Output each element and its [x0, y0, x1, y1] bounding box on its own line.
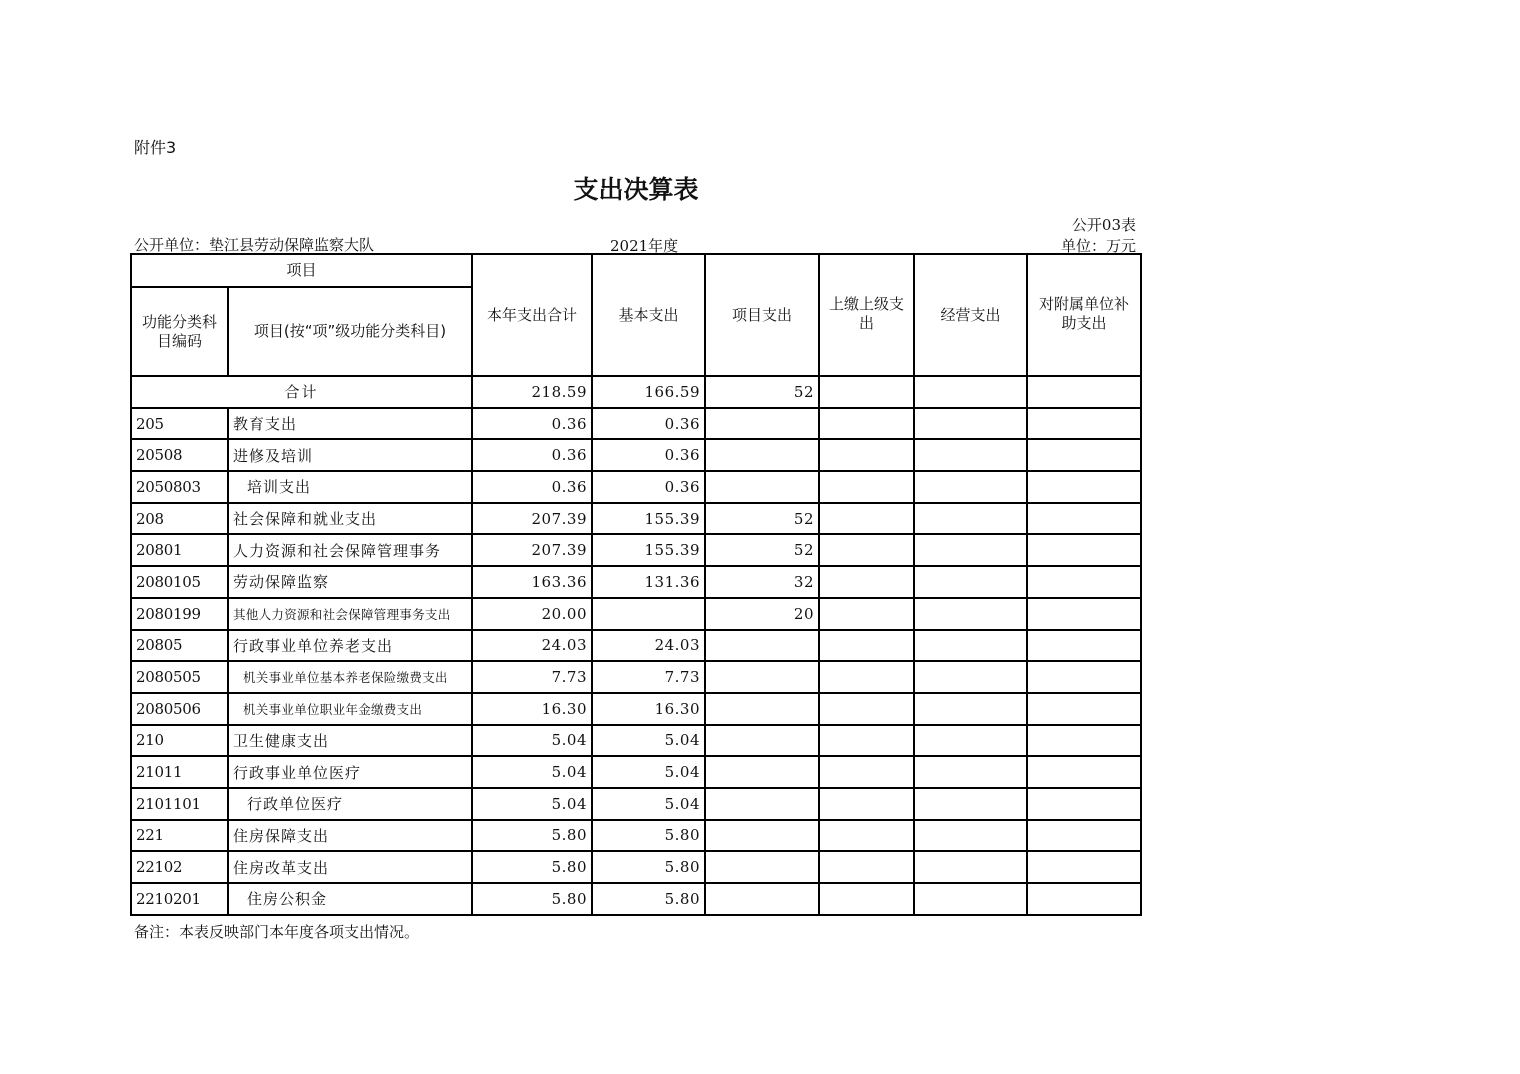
- row-project: [705, 471, 819, 503]
- table-row: [131, 883, 1141, 915]
- row-code: 2080105: [131, 566, 228, 598]
- row-code: 2210201: [131, 883, 228, 915]
- row-code: 221: [131, 820, 228, 852]
- row-project: [705, 439, 819, 471]
- row-code: 205: [131, 408, 228, 440]
- row-subsidy: [1027, 408, 1141, 440]
- row-upper: [819, 661, 914, 693]
- row-project: 52: [705, 503, 819, 535]
- row-business: [914, 566, 1027, 598]
- row-basic: 155.39: [592, 503, 705, 535]
- table-row: [131, 471, 1141, 503]
- row-business: [914, 408, 1027, 440]
- row-code: 22102: [131, 851, 228, 883]
- row-project: [705, 693, 819, 725]
- row-name: 卫生健康支出: [228, 725, 472, 757]
- row-name: 社会保障和就业支出: [228, 503, 472, 535]
- row-subsidy: [1027, 661, 1141, 693]
- row-business: [914, 439, 1027, 471]
- row-upper: [819, 471, 914, 503]
- row-name: 住房改革支出: [228, 851, 472, 883]
- row-basic: 0.36: [592, 408, 705, 440]
- row-total: 24.03: [472, 630, 592, 662]
- table-row: [131, 693, 1141, 725]
- row-subsidy: [1027, 851, 1141, 883]
- row-name: 进修及培训: [228, 439, 472, 471]
- row-total: 207.39: [472, 534, 592, 566]
- row-name: 教育支出: [228, 408, 472, 440]
- row-subsidy: [1027, 693, 1141, 725]
- disclosure-unit: 公开单位：垫江县劳动保障监察大队: [134, 236, 375, 254]
- row-upper: [819, 788, 914, 820]
- total-project: 52: [705, 376, 819, 408]
- table-row: [131, 534, 1141, 566]
- row-name: 住房保障支出: [228, 820, 472, 852]
- row-upper: [819, 598, 914, 630]
- header-upper-payment: 上缴上级支出: [819, 254, 914, 376]
- row-name: 机关事业单位基本养老保险缴费支出: [228, 661, 472, 693]
- attachment-label: 附件3: [134, 138, 177, 157]
- total-subsidy: [1027, 376, 1141, 408]
- row-name: 其他人力资源和社会保障管理事务支出: [228, 598, 472, 630]
- row-code: 2080199: [131, 598, 228, 630]
- table-row: [131, 788, 1141, 820]
- row-upper: [819, 756, 914, 788]
- table-row: [131, 630, 1141, 662]
- row-project: [705, 851, 819, 883]
- row-code: 2101101: [131, 788, 228, 820]
- row-upper: [819, 820, 914, 852]
- row-business: [914, 471, 1027, 503]
- row-basic: 155.39: [592, 534, 705, 566]
- table-row: [131, 503, 1141, 535]
- row-project: [705, 630, 819, 662]
- header-item: 项目(按“项”级功能分类科目): [228, 287, 472, 376]
- row-subsidy: [1027, 788, 1141, 820]
- row-name: 人力资源和社会保障管理事务: [228, 534, 472, 566]
- row-total: 7.73: [472, 661, 592, 693]
- table-row: [131, 820, 1141, 852]
- row-business: [914, 788, 1027, 820]
- row-business: [914, 598, 1027, 630]
- table-row: [131, 598, 1141, 630]
- table-row: [131, 408, 1141, 440]
- row-upper: [819, 439, 914, 471]
- row-code: 20805: [131, 630, 228, 662]
- total-amount: 218.59: [472, 376, 592, 408]
- row-subsidy: [1027, 534, 1141, 566]
- table-row: [131, 661, 1141, 693]
- row-business: [914, 534, 1027, 566]
- row-total: 163.36: [472, 566, 592, 598]
- row-upper: [819, 566, 914, 598]
- row-basic: 131.36: [592, 566, 705, 598]
- row-basic: 5.04: [592, 725, 705, 757]
- total-upper: [819, 376, 914, 408]
- row-subsidy: [1027, 756, 1141, 788]
- row-subsidy: [1027, 598, 1141, 630]
- row-project: [705, 408, 819, 440]
- row-subsidy: [1027, 566, 1141, 598]
- row-basic: 5.04: [592, 788, 705, 820]
- header-project: 项目: [131, 254, 472, 287]
- row-name: 行政事业单位医疗: [228, 756, 472, 788]
- row-total: 0.36: [472, 439, 592, 471]
- total-business: [914, 376, 1027, 408]
- row-business: [914, 503, 1027, 535]
- row-code: 2080505: [131, 661, 228, 693]
- row-code: 210: [131, 725, 228, 757]
- row-code: 20801: [131, 534, 228, 566]
- form-number: 公开03表: [1071, 216, 1136, 234]
- header-project-expenditure: 项目支出: [705, 254, 819, 376]
- row-business: [914, 756, 1027, 788]
- row-name: 住房公积金: [228, 883, 472, 915]
- row-project: [705, 883, 819, 915]
- row-project: [705, 788, 819, 820]
- amount-unit: 单位：万元: [1060, 237, 1136, 255]
- row-project: 20: [705, 598, 819, 630]
- row-basic: [592, 598, 705, 630]
- row-business: [914, 820, 1027, 852]
- row-business: [914, 661, 1027, 693]
- row-project: [705, 661, 819, 693]
- header-basic: 基本支出: [592, 254, 705, 376]
- table-row: [131, 756, 1141, 788]
- table-row: [131, 439, 1141, 471]
- row-project: [705, 756, 819, 788]
- row-total: 5.04: [472, 788, 592, 820]
- row-code: 2050803: [131, 471, 228, 503]
- row-basic: 5.80: [592, 883, 705, 915]
- row-name: 机关事业单位职业年金缴费支出: [228, 693, 472, 725]
- row-name: 行政事业单位养老支出: [228, 630, 472, 662]
- row-basic: 0.36: [592, 471, 705, 503]
- row-project: 52: [705, 534, 819, 566]
- row-subsidy: [1027, 439, 1141, 471]
- row-upper: [819, 503, 914, 535]
- row-total: 5.80: [472, 883, 592, 915]
- row-basic: 24.03: [592, 630, 705, 662]
- footnote: 备注：本表反映部门本年度各项支出情况。: [134, 923, 420, 941]
- row-name: 培训支出: [228, 471, 472, 503]
- row-code: 21011: [131, 756, 228, 788]
- row-total: 5.04: [472, 725, 592, 757]
- row-total: 0.36: [472, 408, 592, 440]
- row-subsidy: [1027, 725, 1141, 757]
- header-business: 经营支出: [914, 254, 1027, 376]
- table-row: [131, 566, 1141, 598]
- total-basic: 166.59: [592, 376, 705, 408]
- row-basic: 16.30: [592, 693, 705, 725]
- total-row: [131, 376, 1141, 408]
- row-basic: 5.80: [592, 851, 705, 883]
- row-total: 0.36: [472, 471, 592, 503]
- row-upper: [819, 534, 914, 566]
- row-basic: 0.36: [592, 439, 705, 471]
- row-subsidy: [1027, 471, 1141, 503]
- row-project: [705, 725, 819, 757]
- row-subsidy: [1027, 630, 1141, 662]
- row-business: [914, 883, 1027, 915]
- row-total: 20.00: [472, 598, 592, 630]
- row-business: [914, 725, 1027, 757]
- expenditure-table: [130, 253, 1142, 916]
- row-total: 5.80: [472, 820, 592, 852]
- row-business: [914, 630, 1027, 662]
- row-basic: 7.73: [592, 661, 705, 693]
- page-title: 支出决算表: [573, 175, 699, 204]
- row-subsidy: [1027, 883, 1141, 915]
- table-row: [131, 851, 1141, 883]
- report-year: 2021年度: [610, 237, 679, 255]
- row-total: 5.80: [472, 851, 592, 883]
- row-business: [914, 693, 1027, 725]
- row-total: 16.30: [472, 693, 592, 725]
- row-code: 208: [131, 503, 228, 535]
- row-project: 32: [705, 566, 819, 598]
- row-subsidy: [1027, 503, 1141, 535]
- row-total: 5.04: [472, 756, 592, 788]
- row-code: 20508: [131, 439, 228, 471]
- row-upper: [819, 725, 914, 757]
- header-subsidy: 对附属单位补助支出: [1027, 254, 1141, 376]
- row-upper: [819, 883, 914, 915]
- row-business: [914, 851, 1027, 883]
- row-project: [705, 820, 819, 852]
- table-row: [131, 725, 1141, 757]
- row-code: 2080506: [131, 693, 228, 725]
- row-upper: [819, 408, 914, 440]
- row-basic: 5.80: [592, 820, 705, 852]
- row-upper: [819, 630, 914, 662]
- row-name: 劳动保障监察: [228, 566, 472, 598]
- total-label: 合计: [131, 376, 472, 408]
- row-upper: [819, 693, 914, 725]
- row-total: 207.39: [472, 503, 592, 535]
- header-code: 功能分类科目编码: [131, 287, 228, 376]
- row-name: 行政单位医疗: [228, 788, 472, 820]
- header-total: 本年支出合计: [472, 254, 592, 376]
- row-subsidy: [1027, 820, 1141, 852]
- row-upper: [819, 851, 914, 883]
- row-basic: 5.04: [592, 756, 705, 788]
